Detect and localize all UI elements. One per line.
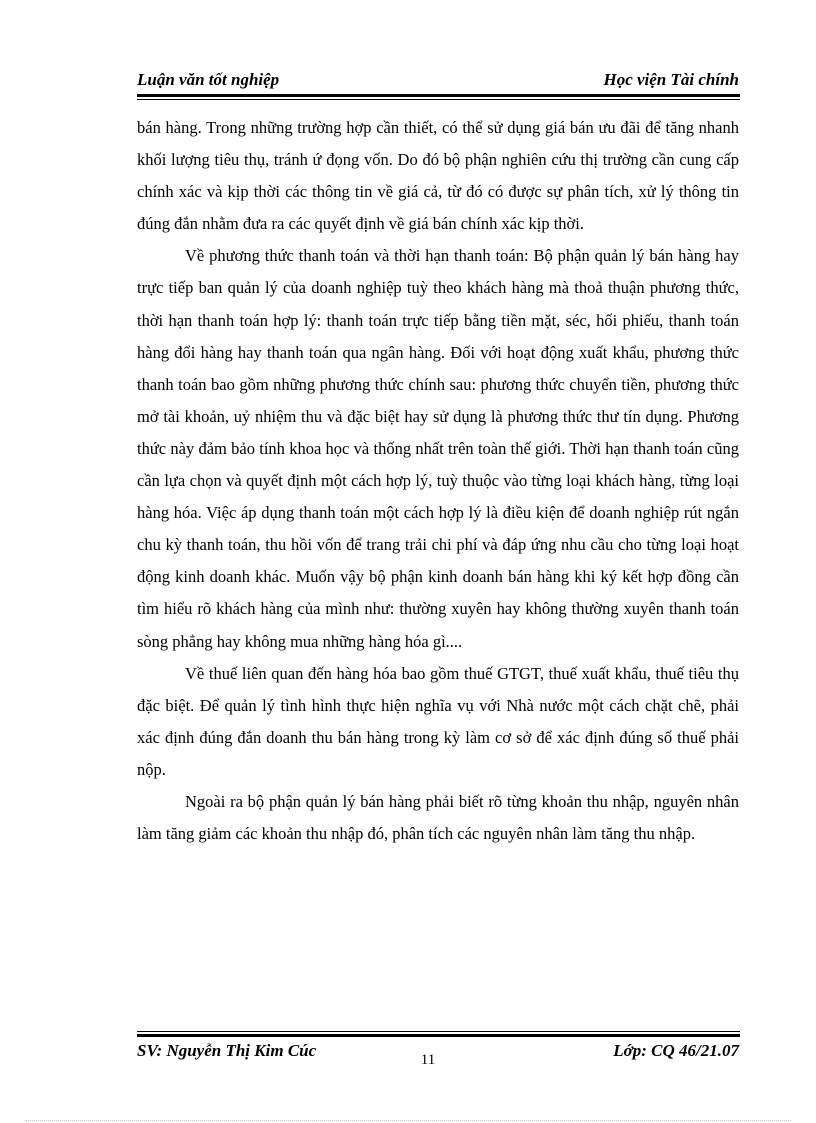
header-rule-thin xyxy=(137,99,740,100)
footer-class-code: Lớp: CQ 46/21.07 xyxy=(613,1041,739,1060)
page-edge-divider xyxy=(25,1120,791,1121)
body-text xyxy=(137,112,739,850)
header-institution: Học viện Tài chính xyxy=(603,70,739,89)
footer-student-name: SV: Nguyễn Thị Kim Cúc xyxy=(137,1041,317,1060)
paragraph-2: Về phương thức thanh toán và thời hạn thanh toán: Bộ phận quản lý bán hàng hay trực tiếp ban quản lý của doanh nghiệp tuỳ theo khách hàng mà thoả thuận phương thức, thời hạn thanh toán hợp lý: thanh toán trực tiếp bằng tiền mặt, séc, hối phiếu, thanh toán hàng đổi hàng hay thanh toán qua ngân hàng. Đối với hoạt động xuất khẩu, phương thức thanh toán bao gồm những phương thức chính sau: phương thức chuyển tiền, phương thức mở tài khoản, uỷ nhiệm thu và đặc biệt hay sử dụng là phương thức thư tín dụng. Phương thức này đảm bảo tính khoa học và thống nhất trên toàn thế giới. Thời hạn thanh toán cũng cần lựa chọn và quyết định một cách hợp lý, tuỳ thuộc vào từng loại khách hàng, từng loại hàng hóa. Việc áp dụng thanh toán một cách hợp lý là điều kiện để doanh nghiệp rút ngắn chu kỳ thanh toán, thu hồi vốn để trang trải chi phí và đáp ứng nhu cầu cho từng loại hoạt động kinh doanh khác. Muốn vậy bộ phận kinh doanh bán hàng khi ký kết hợp đồng cần tìm hiểu rõ khách hàng của mình như: thường xuyên hay không thường xuyên thanh toán sòng phẳng hay không mua những hàng hóa gì.... xyxy=(137,246,739,651)
paragraph-1: bán hàng. Trong những trường hợp cần thiết, có thể sử dụng giá bán ưu đãi để tăng nhanh khối lượng tiêu thụ, tránh ứ đọng vốn. Do đó bộ phận nghiên cứu thị trường cần cung cấp chính xác và kịp thời các thông tin về giá cả, từ đó có được sự phân tích, xử lý thông tin đúng đắn nhằm đưa ra các quyết định về giá bán chính xác kịp thời. xyxy=(137,118,739,234)
header-thesis-title: Luận văn tốt nghiệp xyxy=(137,70,280,89)
footer-rule-thick xyxy=(137,1034,740,1037)
header-rule-thick xyxy=(137,94,740,97)
paragraph-3: Về thuế liên quan đến hàng hóa bao gồm thuế GTGT, thuế xuất khẩu, thuế tiêu thụ đặc biệt. Để quản lý tình hình thực hiện nghĩa vụ với Nhà nước một cách chặt chẽ, phải xác định đúng đắn doanh thu bán hàng trong kỳ làm cơ sở để xác định đúng số thuế phải nộp. xyxy=(137,663,739,779)
paragraph-4: Ngoài ra bộ phận quản lý bán hàng phải biết rõ từng khoản thu nhập, nguyên nhân làm tăng giảm các khoản thu nhập đó, phân tích các nguyên nhân làm tăng thu nhập. xyxy=(137,791,739,844)
page-header xyxy=(137,70,739,92)
footer-rule-thin xyxy=(137,1031,740,1032)
page-number: 11 xyxy=(420,1052,436,1068)
